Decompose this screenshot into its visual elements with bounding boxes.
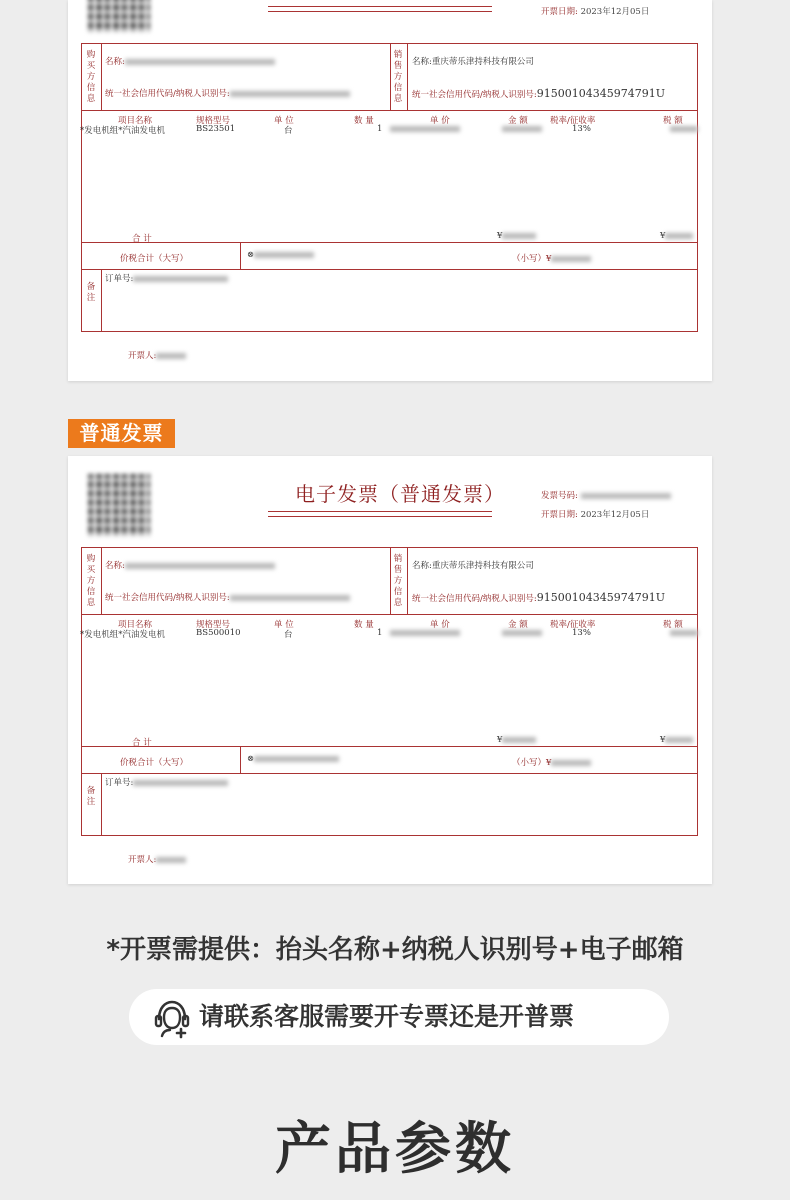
words-label: 价税合计（大写） (120, 254, 189, 264)
order-label: 订单号: (105, 274, 134, 284)
col-amount: 金 额 (508, 116, 528, 126)
item-qty: 1 (377, 124, 383, 134)
buyer-taxid-label: 统一社会信用代码/纳税人识别号: (105, 593, 230, 603)
normal-invoice-badge: 普通发票 (68, 419, 175, 448)
col-model: 规格型号 (196, 620, 231, 630)
col-price: 单 价 (430, 116, 450, 126)
col-qty: 数 量 (354, 116, 374, 126)
tax-total-symbol: ¥ (660, 231, 666, 241)
invoice-date: 开票日期: 2023年12月05日 (541, 510, 650, 520)
issuer-label: 开票人: (128, 855, 157, 865)
issuer-label: 开票人: (128, 351, 157, 361)
remarks-label: 备注 (86, 786, 96, 807)
tax-total-symbol: ¥ (660, 735, 666, 745)
cross-icon: ⊗ (247, 250, 255, 260)
item-rate: 13% (572, 628, 591, 638)
title-underline (268, 511, 492, 517)
small-amount-label: （小写）¥ (512, 758, 552, 768)
contact-service-button[interactable] (129, 989, 669, 1045)
order-label: 订单号: (105, 778, 134, 788)
buyer-taxid-label: 统一社会信用代码/纳税人识别号: (105, 89, 230, 99)
seller-name: 名称:重庆蒂乐津持科技有限公司 (412, 57, 534, 67)
item-model: BS500010 (196, 628, 241, 638)
invoice-number: 发票号码: (541, 489, 671, 501)
col-item-name: 项目名称 (118, 116, 153, 126)
seller-taxid-label: 统一社会信用代码/纳税人识别号: (412, 594, 537, 604)
remarks-label: 备注 (86, 282, 96, 303)
col-item-name: 项目名称 (118, 620, 153, 630)
seller-label: 销售方信息 (393, 554, 403, 608)
buyer-label: 购买方信息 (86, 50, 96, 104)
total-label: 合 计 (132, 234, 152, 244)
words-label: 价税合计（大写） (120, 758, 189, 768)
buyer-name-label: 名称: (105, 561, 125, 571)
col-price: 单 价 (430, 620, 450, 630)
buyer-label: 购买方信息 (86, 554, 96, 608)
invoice-requirements-text: *开票需提供：抬头名称+纳税人识别号+电子邮箱 (106, 935, 684, 965)
cross-icon: ⊗ (247, 754, 255, 764)
col-unit: 单 位 (274, 620, 294, 630)
invoice-preview-normal (68, 456, 712, 884)
item-rate: 13% (572, 124, 591, 134)
small-amount-label: （小写）¥ (512, 254, 552, 264)
total-symbol: ¥ (497, 231, 503, 241)
col-tax-rate: 税率/征收率 (550, 620, 596, 630)
contact-service-text: 请联系客服需要开专票还是开普票 (199, 1002, 575, 1031)
col-tax: 税 额 (663, 620, 683, 630)
qr-code (88, 0, 150, 32)
seller-label: 销售方信息 (393, 50, 403, 104)
invoice-preview-special (68, 0, 712, 381)
col-unit: 单 位 (274, 116, 294, 126)
invoice-grid (81, 547, 698, 836)
seller-name: 名称:重庆蒂乐津持科技有限公司 (412, 561, 534, 571)
col-qty: 数 量 (354, 620, 374, 630)
item-name: *发电机组*汽油发电机 (80, 126, 166, 136)
seller-taxid: 91500104345974791U (536, 591, 665, 604)
invoice-title: 电子发票（普通发票） (295, 482, 505, 506)
item-unit: 台 (284, 630, 293, 640)
invoice-grid (81, 43, 698, 332)
col-amount: 金 额 (508, 620, 528, 630)
item-qty: 1 (377, 628, 383, 638)
item-name: *发电机组*汽油发电机 (80, 630, 166, 640)
total-label: 合 计 (132, 738, 152, 748)
seller-taxid: 91500104345974791U (536, 87, 665, 100)
seller-taxid-label: 统一社会信用代码/纳税人识别号: (412, 90, 537, 100)
buyer-name-label: 名称: (105, 57, 125, 67)
title-underline (268, 6, 492, 12)
section-title: 产品参数 (275, 1117, 515, 1182)
item-model: BS23501 (196, 124, 236, 134)
col-model: 规格型号 (196, 116, 231, 126)
col-tax: 税 额 (663, 116, 683, 126)
total-symbol: ¥ (497, 735, 503, 745)
col-tax-rate: 税率/征收率 (550, 116, 596, 126)
item-unit: 台 (284, 126, 293, 136)
invoice-date: 开票日期: 2023年12月05日 (541, 7, 650, 17)
customer-service-icon (151, 997, 193, 1039)
